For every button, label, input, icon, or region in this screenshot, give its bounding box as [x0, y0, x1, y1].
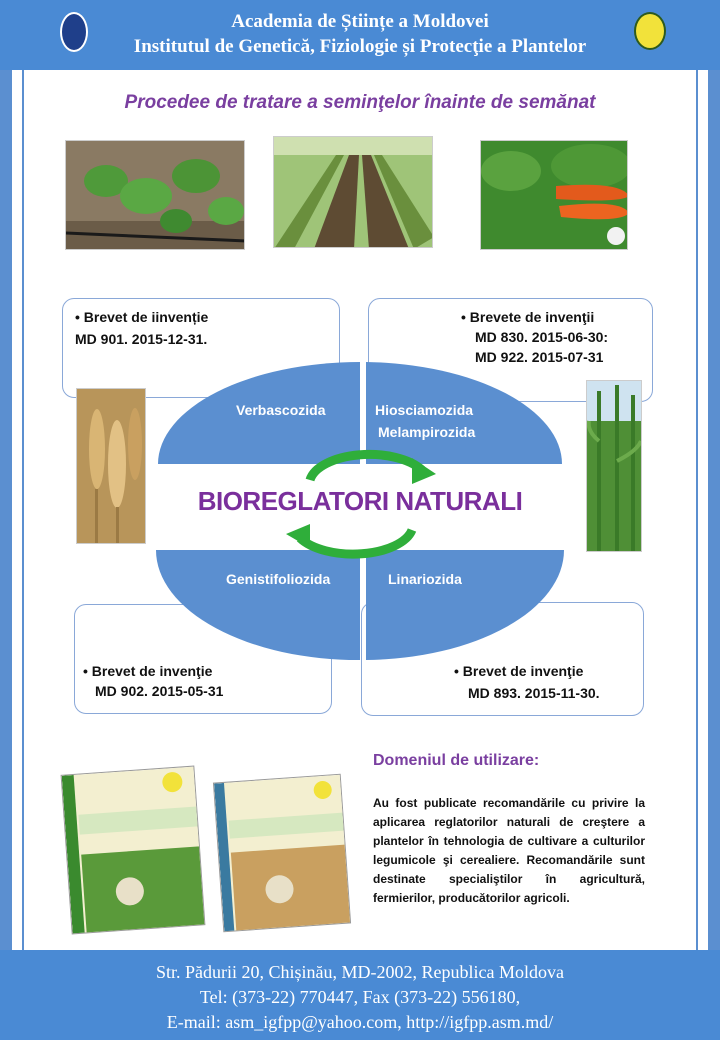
diagram-center-title: BIOREGLATORI NATURALI	[197, 486, 523, 516]
footer-banner	[0, 950, 720, 1040]
patent-bottom-right-heading: • Brevet de invenţie	[454, 663, 584, 679]
frame-inner-right	[696, 0, 698, 1040]
seedling-rows-photo	[273, 136, 433, 248]
recommendations-book-1-photo	[61, 766, 206, 935]
patent-top-left-heading: • Brevet de iinvenție	[75, 309, 209, 325]
quadrant-label-hiosciamozida: Hiosciamozida	[375, 402, 474, 418]
quadrant-label-genistifoliozida: Genistifoliozida	[226, 571, 331, 587]
patent-top-right-number2: MD 922. 2015-07-31	[475, 349, 604, 365]
corn-stalks-photo	[586, 380, 642, 552]
institute-logo-icon	[634, 12, 666, 50]
header-banner	[0, 0, 720, 70]
patent-bottom-left-heading: • Brevet de invenţie	[83, 663, 213, 679]
cycle-arrowhead-bottom-icon	[286, 524, 310, 548]
footer-email: E-mail: asm_igfpp@yahoo.com, http://igfpp.asm.md/	[166, 1012, 554, 1032]
footer-address: Str. Pădurii 20, Chișinău, MD-2002, Republica Moldova	[156, 962, 564, 982]
footer-phone: Tel: (373-22) 770447, Fax (373-22) 556180,	[199, 987, 521, 1007]
patent-bottom-right-number: MD 893. 2015-11-30.	[468, 685, 600, 701]
patent-top-right-number1: MD 830. 2015-06-30:	[475, 329, 609, 345]
page-subtitle: Procedee de tratare a seminţelor înainte de semănat	[124, 92, 596, 113]
carrots-photo	[480, 140, 628, 250]
quadrant-label-verbascozida: Verbascozida	[236, 402, 326, 418]
quadrant-label-melampirozida: Melampirozida	[378, 424, 476, 440]
domain-description: Au fost publicate recomandările cu privire la aplicarea reglatorilor naturali de creştere a plantelor în tehnologia de cultivare a culturilor legumicole şi cerealiere. Recomandările sunt destinate specialiştilor în agricultură, fermierilor, producătorilor agricoli.	[373, 796, 645, 905]
quadrant-label-linariozida: Linariozida	[388, 571, 462, 587]
frame-left	[0, 0, 12, 1040]
wheat-ears-photo	[76, 388, 146, 544]
frame-inner-left	[22, 0, 24, 1040]
cucumber-seedlings-photo	[65, 140, 245, 250]
quadrant-bottom-right	[366, 550, 564, 660]
domain-title: Domeniul de utilizare:	[373, 752, 540, 769]
quadrant-bottom-left	[156, 550, 360, 660]
patent-top-left-number: MD 901. 2015-12-31.	[75, 331, 208, 347]
patent-top-right-heading: • Brevete de invenţii	[461, 309, 595, 325]
frame-right	[708, 0, 720, 1040]
patent-bottom-left-number: MD 902. 2015-05-31	[95, 683, 224, 699]
recommendations-book-2-photo	[213, 774, 351, 933]
header-title-line1: Academia de Științe a Moldovei	[231, 11, 489, 32]
header-title-line2: Institutul de Genetică, Fiziologie și Protecţie a Plantelor	[133, 36, 587, 57]
